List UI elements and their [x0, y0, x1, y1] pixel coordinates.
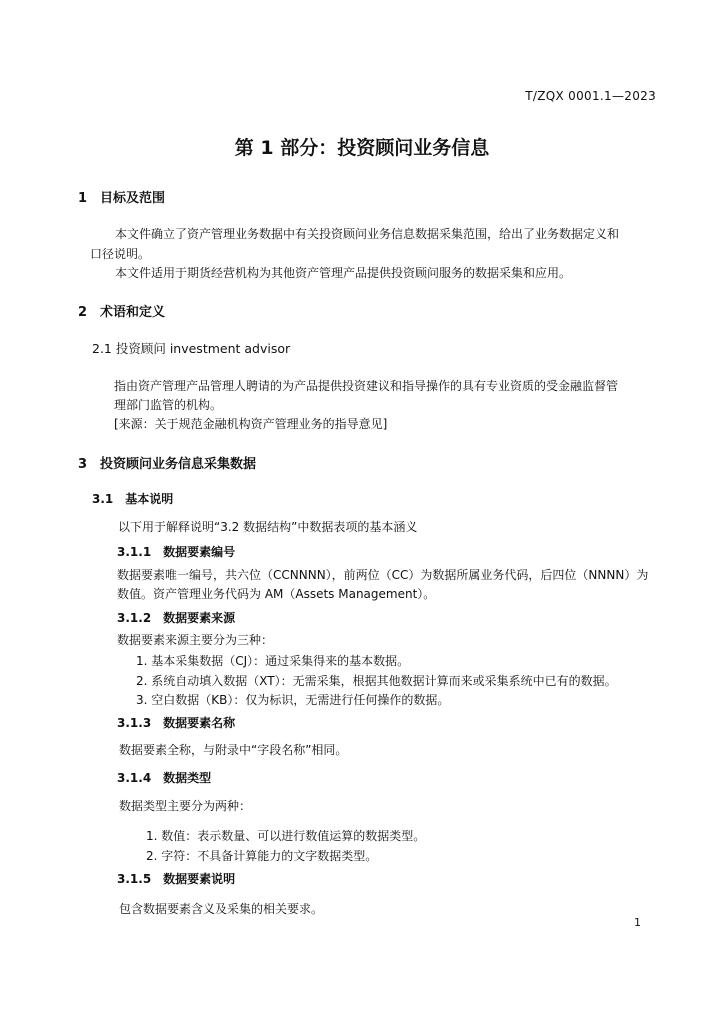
section-3-heading: 3 投资顾问业务信息采集数据 [78, 457, 257, 472]
term-source: [来源：关于规范金融机构资产管理业务的指导意见] [114, 417, 388, 431]
section-3-1-1-line-1: 数据要素唯一编号，共六位（CCNNNN），前两位（CC）为数据所属业务代码，后四位（NNNN）为 [117, 568, 649, 582]
section-3-1-4-heading: 3.1.4 数据类型 [117, 771, 212, 785]
term-definition-line-1: 指由资产管理产品管理人聘请的为产品提供投资建议和指导操作的具有专业资质的受金融监督管 [114, 379, 619, 393]
list-item: 1. 数值：表示数量、可以进行数值运算的数据类型。 [146, 829, 426, 843]
section-3-1-4-text: 数据类型主要分为两种： [119, 799, 252, 813]
page-title: 第 1 部分：投资顾问业务信息 [234, 137, 490, 159]
section-1-paragraph-1-line-2: 口径说明。 [90, 247, 151, 261]
section-3-1-3-text: 数据要素全称，与附录中“字段名称”相同。 [119, 743, 348, 757]
section-3-1-5-heading: 3.1.5 数据要素说明 [117, 872, 236, 886]
section-3-1-1-heading: 3.1.1 数据要素编号 [117, 545, 236, 559]
list-item: 2. 字符：不具备计算能力的文字数据类型。 [146, 849, 378, 863]
list-item: 2. 系统自动填入数据（XT）：无需采集，根据其他数据计算而来或采集系统中已有的数据。 [136, 674, 617, 688]
section-1-paragraph-2: 本文件适用于期货经营机构为其他资产管理产品提供投资顾问服务的数据采集和应用。 [115, 266, 572, 280]
section-3-1-1-line-2: 数值。资产管理业务代码为 AM（Assets Management）。 [117, 587, 436, 601]
section-2-heading: 2 术语和定义 [78, 305, 166, 320]
section-3-1-2-heading: 3.1.2 数据要素来源 [117, 611, 236, 625]
document-code: T/ZQX 0001.1—2023 [525, 89, 656, 103]
section-3-1-2-text: 数据要素来源主要分为三种： [117, 633, 274, 647]
section-3-1-heading: 3.1 基本说明 [92, 492, 174, 506]
page-number: 1 [634, 916, 641, 929]
list-item: 3. 空白数据（KB）：仅为标识，无需进行任何操作的数据。 [136, 693, 450, 707]
section-3-1-5-text: 包含数据要素含义及采集的相关要求。 [119, 902, 324, 916]
section-1-paragraph-1-line-1: 本文件确立了资产管理业务数据中有关投资顾问业务信息数据采集范围，给出了业务数据定义和 [115, 227, 620, 241]
list-item: 1. 基本采集数据（CJ）：通过采集得来的基本数据。 [136, 654, 410, 668]
section-3-1-3-heading: 3.1.3 数据要素名称 [117, 716, 236, 730]
term-2-1-heading: 2.1 投资顾问 investment advisor [92, 341, 291, 356]
term-definition-line-2: 理部门监管的机构。 [114, 398, 223, 412]
section-3-1-text: 以下用于解释说明“3.2 数据结构”中数据表项的基本涵义 [118, 520, 418, 534]
section-1-heading: 1 目标及范围 [78, 191, 166, 206]
